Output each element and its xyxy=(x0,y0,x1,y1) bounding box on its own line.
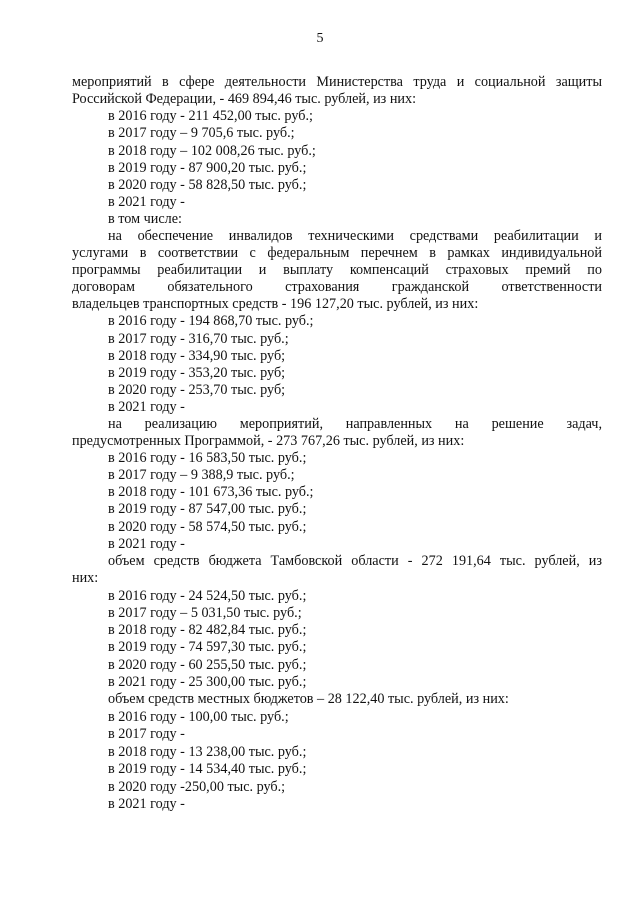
text-line: в 2016 году - 211 452,00 тыс. руб.; xyxy=(108,108,313,124)
text-line: в 2016 году - 16 583,50 тыс. руб.; xyxy=(108,450,307,466)
text-line: в 2019 году - 74 597,30 тыс. руб.; xyxy=(108,639,307,655)
text-line: в 2018 году - 334,90 тыс. руб; xyxy=(108,348,286,364)
text-line: в 2021 году - xyxy=(108,194,185,210)
text-line: в 2018 году - 13 238,00 тыс. руб.; xyxy=(108,744,307,760)
text-line: в 2019 году - 87 547,00 тыс. руб.; xyxy=(108,501,307,517)
text-line: в том числе: xyxy=(108,211,182,227)
text-line: них: xyxy=(72,570,99,586)
text-line: в 2019 году - 353,20 тыс. руб; xyxy=(108,365,286,381)
text-line: услугами в соответствии с федеральным перечнем в рамках индивидуальной xyxy=(72,245,602,261)
text-line: в 2016 году - 24 524,50 тыс. руб.; xyxy=(108,588,307,604)
text-line: в 2016 году - 100,00 тыс. руб.; xyxy=(108,709,289,725)
text-line: в 2018 году - 101 673,36 тыс. руб.; xyxy=(108,484,314,500)
text-line: в 2020 году -250,00 тыс. руб.; xyxy=(108,779,286,795)
text-line: в 2021 году - xyxy=(108,796,185,812)
text-line: в 2019 году - 87 900,20 тыс. руб.; xyxy=(108,160,307,176)
text-line: в 2016 году - 194 868,70 тыс. руб.; xyxy=(108,313,314,329)
text-line: в 2017 году – 5 031,50 тыс. руб.; xyxy=(108,605,302,621)
text-line: в 2017 году – 9 388,9 тыс. руб.; xyxy=(108,467,295,483)
page-number: 5 xyxy=(316,31,324,46)
text-line: в 2021 году - xyxy=(108,399,185,415)
text-line: договорам обязательного страхования гражданской ответственности xyxy=(72,279,602,295)
text-line: предусмотренных Программой, - 273 767,26 тыс. рублей, из них: xyxy=(72,433,465,449)
text-line: владельцев транспортных средств - 196 127,20 тыс. рублей, из них: xyxy=(72,296,479,312)
text-line: в 2019 году - 14 534,40 тыс. руб.; xyxy=(108,761,307,777)
text-line: программы реабилитации и выплату компенсаций страховых премий по xyxy=(72,262,602,278)
text-line: объем средств бюджета Тамбовской области - 272 191,64 тыс. рублей, из xyxy=(108,553,602,569)
text-line: в 2020 году - 60 255,50 тыс. руб.; xyxy=(108,657,307,673)
text-line: в 2020 году - 58 828,50 тыс. руб.; xyxy=(108,177,307,193)
text-line: в 2017 году - xyxy=(108,726,185,742)
text-line: мероприятий в сфере деятельности Министерства труда и социальной защиты xyxy=(72,74,602,90)
text-line: в 2021 году - xyxy=(108,536,185,552)
text-line: в 2018 году – 102 008,26 тыс. руб.; xyxy=(108,143,316,159)
text-line: на обеспечение инвалидов техническими средствами реабилитации и xyxy=(108,228,602,244)
text-line: в 2020 году - 58 574,50 тыс. руб.; xyxy=(108,519,307,535)
text-line: объем средств местных бюджетов – 28 122,40 тыс. рублей, из них: xyxy=(108,691,509,707)
text-line: в 2017 году – 9 705,6 тыс. руб.; xyxy=(108,125,295,141)
text-line: в 2018 году - 82 482,84 тыс. руб.; xyxy=(108,622,307,638)
text-line: в 2017 году - 316,70 тыс. руб.; xyxy=(108,331,289,347)
text-line: в 2020 году - 253,70 тыс. руб; xyxy=(108,382,286,398)
text-line: на реализацию мероприятий, направленных на решение задач, xyxy=(108,416,602,432)
text-line: Российской Федерации, - 469 894,46 тыс. рублей, из них: xyxy=(72,91,417,107)
text-line: в 2021 году - 25 300,00 тыс. руб.; xyxy=(108,674,307,690)
